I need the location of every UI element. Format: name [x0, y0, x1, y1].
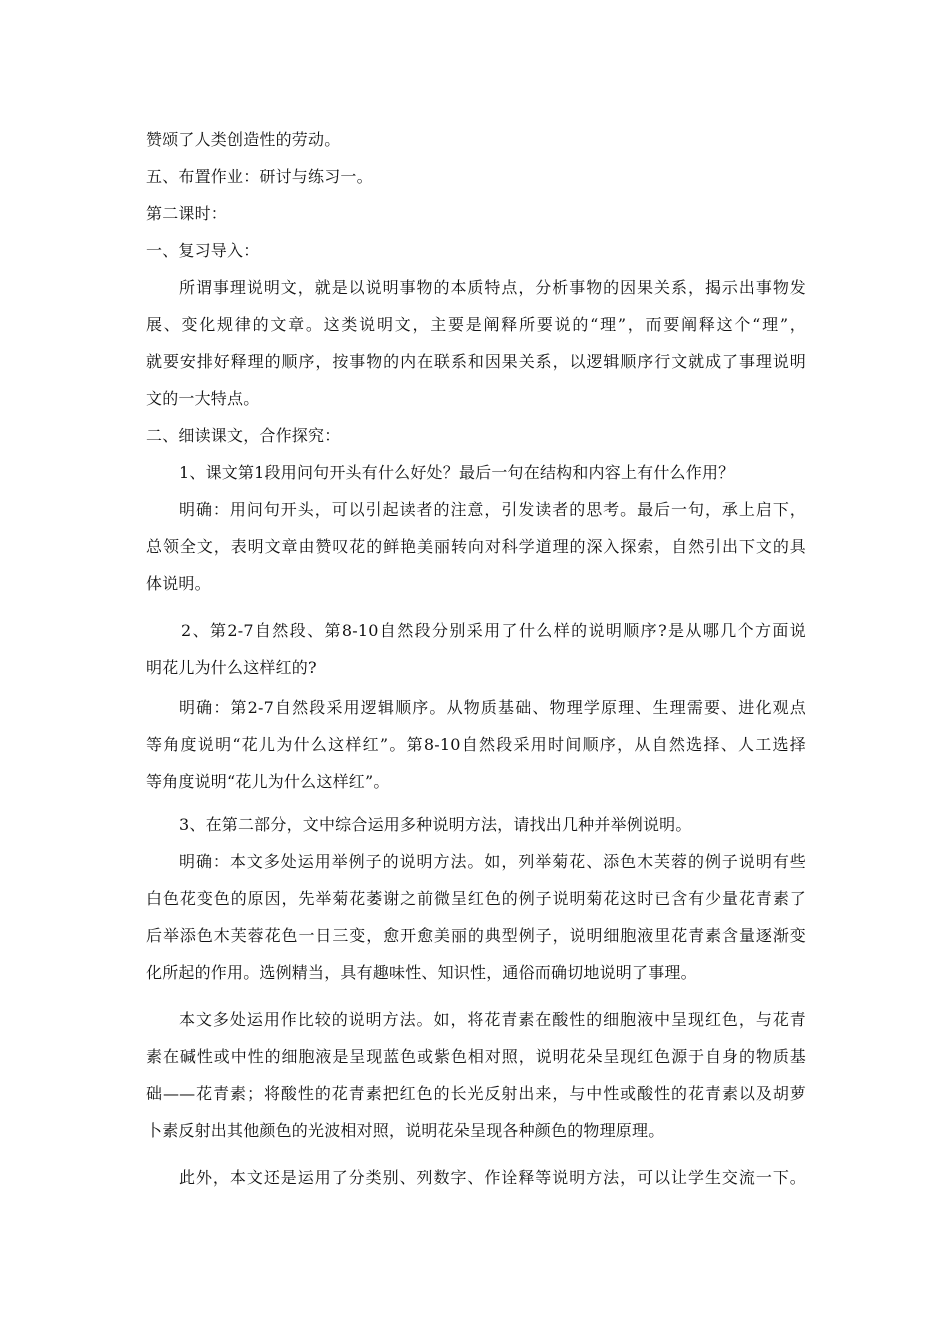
question-line: 3、在第二部分，文中综合运用多种说明方法，请找出几种并举例说明。	[179, 815, 692, 834]
answer-line: 明确：第2-7自然段采用逻辑顺序。从物质基础、物理学原理、生理需要、进化观点	[179, 698, 806, 717]
answer-line: 体说明。	[146, 574, 211, 593]
answer-line: 后举添色木芙蓉花色一日三变，愈开愈美丽的典型例子，说明细胞液里花青素含量逐渐变	[146, 926, 806, 945]
text-line: 就要安排好释理的顺序，按事物的内在联系和因果关系，以逻辑顺序行文就成了事理说明	[146, 352, 806, 371]
answer-line: 明确：用问句开头，可以引起读者的注意，引发读者的思考。最后一句，承上启下，	[179, 500, 806, 519]
section-heading: 一、复习导入：	[146, 241, 260, 260]
answer-line: 白色花变色的原因，先举菊花萎谢之前微呈红色的例子说明菊花这时已含有少量花青素了	[146, 889, 806, 908]
answer-line: 化所起的作用。选例精当，具有趣味性、知识性，通俗而确切地说明了事理。	[146, 963, 697, 982]
question-line: 明花儿为什么这样红的?	[146, 658, 317, 677]
text-line: 此外，本文还是运用了分类别、列数字、作诠释等说明方法，可以让学生交流一下。	[179, 1168, 806, 1187]
section-heading: 二、细读课文，合作探究：	[146, 426, 341, 445]
text-line: 展、变化规律的文章。这类说明文，主要是阐释所要说的“理”，而要阐释这个“理”，	[146, 315, 806, 334]
text-line: 卜素反射出其他颜色的光波相对照，说明花朵呈现各种颜色的物理原理。	[146, 1121, 665, 1140]
text-line: 文的一大特点。	[146, 389, 260, 408]
answer-line: 总领全文，表明文章由赞叹花的鲜艳美丽转向对科学道理的深入探索，自然引出下文的具	[146, 537, 806, 556]
text-line: 本文多处运用作比较的说明方法。如，将花青素在酸性的细胞液中呈现红色，与花青	[179, 1010, 806, 1029]
question-line: 2、第2-7自然段、第8-10自然段分别采用了什么样的说明顺序?是从哪几个方面说	[181, 621, 806, 640]
text-line: 五、布置作业：研讨与练习一。	[146, 167, 373, 186]
answer-line: 明确：本文多处运用举例子的说明方法。如，列举菊花、添色木芙蓉的例子说明有些	[179, 852, 806, 871]
section-heading: 第二课时：	[146, 204, 228, 223]
answer-line: 等角度说明“花儿为什么这样红”。第8-10自然段采用时间顺序，从自然选择、人工选择	[146, 735, 806, 754]
answer-line: 等角度说明“花儿为什么这样红”。	[146, 772, 390, 791]
text-line: 所谓事理说明文，就是以说明事物的本质特点，分析事物的因果关系，揭示出事物发	[179, 278, 806, 297]
text-line: 赞颂了人类创造性的劳动。	[146, 130, 341, 149]
text-line: 础——花青素；将酸性的花青素把红色的长光反射出来，与中性或酸性的花青素以及胡萝	[146, 1084, 806, 1103]
question-line: 1、课文第1段用问句开头有什么好处？最后一句在结构和内容上有什么作用？	[179, 463, 735, 482]
text-line: 素在碱性或中性的细胞液是呈现蓝色或紫色相对照，说明花朵呈现红色源于自身的物质基	[146, 1047, 806, 1066]
